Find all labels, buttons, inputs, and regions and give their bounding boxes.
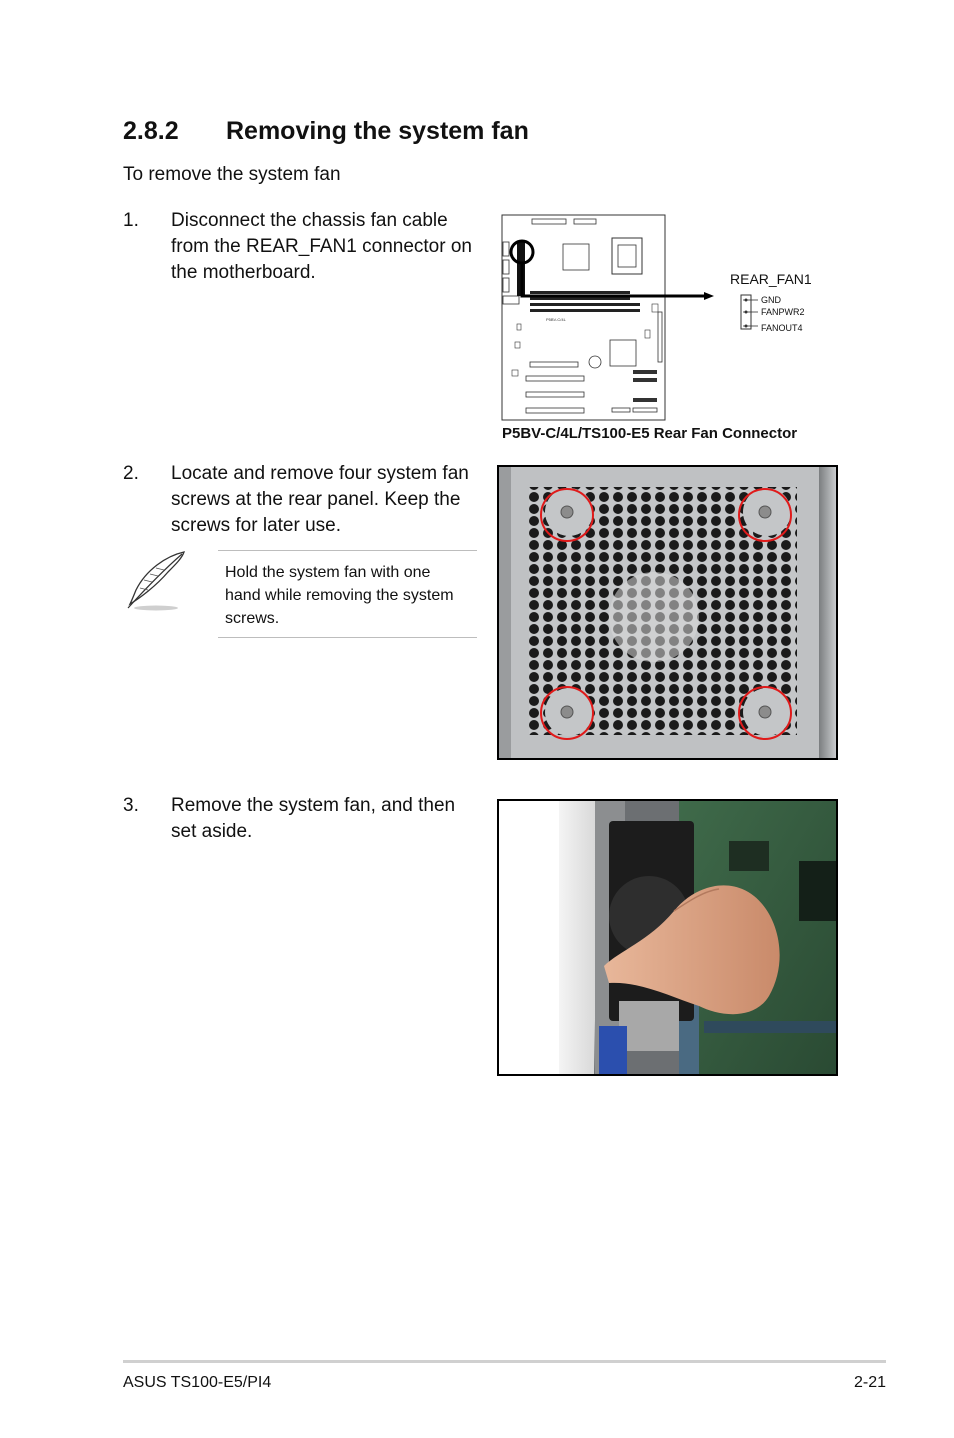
footer-product-name: ASUS TS100-E5/PI4: [123, 1374, 272, 1391]
board-component: [633, 370, 657, 374]
step-2-number: 2.: [123, 463, 139, 484]
pin-dot: [745, 325, 748, 328]
step-2-line-2: screws at the rear panel. Keep the: [171, 489, 461, 510]
fan-removal-illustration: [499, 801, 836, 1074]
feather-icon: [122, 550, 188, 612]
step-3-text: [171, 793, 491, 845]
step-2-line-3: screws for later use.: [171, 515, 341, 536]
memory-slot: [530, 291, 630, 294]
leader-arrowhead: [704, 292, 714, 300]
fan-removal-photo: [497, 799, 838, 1076]
intro-text: To remove the system fan: [123, 164, 341, 185]
rear-fan-grille-illustration: [499, 467, 836, 758]
footer-rule: [123, 1360, 886, 1363]
page-number: 2-21: [853, 1374, 886, 1391]
motherboard-diagram: [500, 212, 850, 424]
memory-slot: [530, 309, 640, 312]
section-number: 2.8.2: [123, 117, 179, 145]
section-title: Removing the system fan: [226, 117, 529, 145]
step-1-line-1: Disconnect the chassis fan cable: [171, 210, 448, 231]
rear-fan1-label: REAR_FAN1: [730, 271, 812, 287]
note-line-3: screws.: [225, 610, 280, 627]
board-component: [633, 398, 657, 402]
step-1-line-2: from the REAR_FAN1 connector on: [171, 236, 472, 257]
pin-dot: [745, 311, 748, 314]
step-3-line-1: Remove the system fan, and then: [171, 795, 456, 816]
step-3-number: 3.: [123, 795, 139, 816]
board-label: P5BV-C/4L: [546, 317, 566, 322]
step-1-number: 1.: [123, 210, 139, 231]
note-text: [225, 561, 480, 630]
pin-label-fanout4: FANOUT4: [761, 323, 803, 333]
step-1-line-3: the motherboard.: [171, 262, 316, 283]
step-2-text: [171, 461, 491, 539]
note-line-2: hand while removing the system: [225, 587, 454, 604]
step-3-line-2: set aside.: [171, 821, 253, 842]
memory-slot: [530, 303, 640, 306]
pin-dot: [745, 299, 748, 302]
pin-label-gnd: GND: [761, 295, 781, 305]
step-2-line-1: Locate and remove four system fan: [171, 463, 469, 484]
board-outline: [502, 215, 665, 420]
note-line-1: Hold the system fan with one: [225, 564, 431, 581]
board-component: [633, 378, 657, 382]
pin-label-fanpwr2: FANPWR2: [761, 307, 805, 317]
diagram-caption: P5BV-C/4L/TS100-E5 Rear Fan Connector: [502, 425, 798, 442]
rear-fan-grille-photo: [497, 465, 838, 760]
step-1-text: [171, 208, 491, 286]
